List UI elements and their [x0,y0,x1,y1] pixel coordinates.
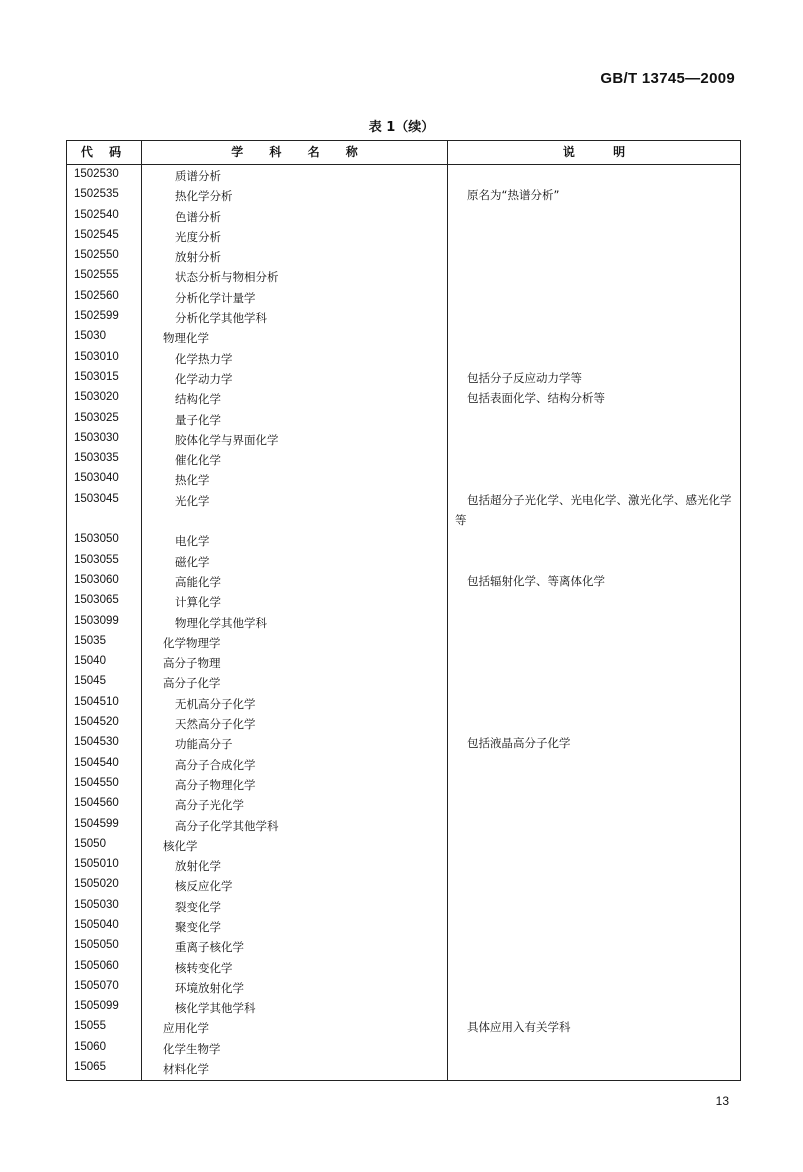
row-code: 1503060 [74,573,119,586]
row-name: 光度分析 [175,229,221,244]
row-name: 裂变化学 [175,899,221,914]
row-name: 高分子合成化学 [175,757,256,772]
row-name: 高分子光化学 [175,798,244,813]
row-code: 1503020 [74,391,119,404]
table-row [67,530,740,550]
row-code: 1505010 [74,858,119,871]
table-title: 表 1（续） [368,120,435,135]
row-code: 1505060 [74,959,119,972]
table-row [67,997,740,1017]
standard-code: GB/T 13745—2009 [600,70,735,87]
row-code: 1503025 [74,411,119,424]
table-row [67,1038,740,1058]
row-code: 1505040 [74,918,119,931]
table-row [67,469,740,489]
row-code: 1502560 [74,289,119,302]
table-row [67,774,740,794]
row-code: 1503035 [74,452,119,465]
row-name: 聚变化学 [175,919,221,934]
row-name: 物理化学其他学科 [175,615,267,630]
discipline-table [66,140,741,1081]
row-name: 状态分析与物相分析 [175,270,279,285]
row-note: 包括表面化学、结构分析等 [467,391,605,406]
table-row [67,165,740,185]
table-row [67,409,740,429]
row-name: 色谱分析 [175,209,221,224]
row-name: 催化化学 [175,453,221,468]
row-code: 15050 [74,837,106,850]
row-name: 高分子物理化学 [175,777,256,792]
row-name: 量子化学 [175,412,221,427]
row-name: 无机高分子化学 [175,696,256,711]
header-note: 说 明 [562,145,626,159]
table-row [67,449,740,469]
table-row [67,246,740,266]
row-name: 高分子物理 [163,656,221,671]
row-name: 高分子化学 [163,676,221,691]
row-note: 包括辐射化学、等离体化学 [467,573,605,588]
row-note: 包括液晶高分子化学 [467,736,571,751]
row-code: 1504550 [74,776,119,789]
row-code: 15040 [74,655,106,668]
row-code: 1502599 [74,310,119,323]
row-code: 1505020 [74,878,119,891]
table-row [67,916,740,936]
table-row [67,226,740,246]
table-row [67,977,740,997]
row-note: 具体应用入有关学科 [467,1020,571,1035]
row-name: 计算化学 [175,595,221,610]
table-row [67,551,740,571]
row-code: 15060 [74,1040,106,1053]
table-row [67,896,740,916]
table-body [67,165,740,1078]
row-code: 1502530 [74,168,119,180]
table-row [67,632,740,652]
row-code: 1503015 [74,370,119,383]
page-number: 13 [715,1094,729,1108]
row-name: 放射化学 [175,859,221,874]
row-code: 1504520 [74,716,119,729]
row-code: 15045 [74,675,106,688]
row-name: 光化学 [175,493,210,508]
row-code: 1503099 [74,614,119,627]
table-row [67,794,740,814]
row-name: 重离子核化学 [175,940,244,955]
row-name: 结构化学 [175,392,221,407]
row-name: 化学生物学 [163,1041,221,1056]
table-row [67,429,740,449]
row-code: 1503030 [74,431,119,444]
table-row [67,348,740,368]
table-row [67,571,740,591]
row-code: 1502545 [74,228,119,241]
row-name: 分析化学其他学科 [175,311,267,326]
row-name: 功能高分子 [175,737,233,752]
row-code: 1504540 [74,756,119,769]
header-name: 学 科 名 称 [231,145,358,159]
row-code: 1504510 [74,695,119,708]
row-code: 1505030 [74,898,119,911]
row-note: 包括超分子光化学、光电化学、激光化学、感光化学等 [455,492,732,527]
table-row [67,693,740,713]
row-code: 1504560 [74,797,119,810]
row-code: 1502540 [74,208,119,221]
row-name: 环境放射化学 [175,980,244,995]
row-code: 1502550 [74,249,119,262]
row-name: 材料化学 [163,1062,209,1077]
row-name: 物理化学 [163,331,209,346]
table-row [67,1058,740,1078]
table-row [67,672,740,692]
table-row [67,185,740,205]
row-name: 高能化学 [175,574,221,589]
row-name: 应用化学 [163,1021,209,1036]
row-name: 磁化学 [175,554,210,569]
row-code: 1502535 [74,188,119,201]
table-row [67,875,740,895]
row-code: 1503040 [74,472,119,485]
row-name: 放射分析 [175,250,221,265]
row-code: 1505050 [74,939,119,952]
row-name: 核转变化学 [175,960,233,975]
row-note: 包括分子反应动力学等 [467,370,582,385]
row-code: 15035 [74,634,106,647]
row-name: 热化学分析 [175,189,233,204]
table-row [67,307,740,327]
table-row [67,327,740,347]
row-code: 1503050 [74,533,119,546]
row-code: 1503065 [74,594,119,607]
row-name: 核反应化学 [175,879,233,894]
table-row [67,936,740,956]
table-row [67,754,740,774]
table-row [67,612,740,632]
table-row [67,490,740,531]
row-code: 1504599 [74,817,119,830]
row-name: 化学物理学 [163,635,221,650]
table-row [67,815,740,835]
row-name: 胶体化学与界面化学 [175,432,279,447]
table-row [67,652,740,672]
table-row [67,733,740,753]
row-code: 1503055 [74,553,119,566]
table-row [67,957,740,977]
table-row [67,835,740,855]
table-row [67,368,740,388]
row-code: 1503045 [74,492,119,505]
row-name: 质谱分析 [175,169,221,183]
table-row [67,388,740,408]
row-code: 15055 [74,1020,106,1033]
table-row [67,591,740,611]
row-code: 1503010 [74,350,119,363]
row-code: 1505099 [74,1000,119,1013]
table-row [67,713,740,733]
row-name: 天然高分子化学 [175,717,256,732]
row-name: 分析化学计量学 [175,290,256,305]
row-note: 原名为“热谱分析” [467,188,560,203]
row-name: 核化学 [163,838,198,853]
row-code: 1505070 [74,979,119,992]
row-name: 化学热力学 [175,351,233,366]
row-name: 化学动力学 [175,371,233,386]
row-name: 高分子化学其他学科 [175,818,279,833]
header-code: 代 码 [80,145,128,159]
row-code: 1504530 [74,736,119,749]
table-row [67,1017,740,1037]
table-row [67,206,740,226]
table-row [67,266,740,286]
row-name: 电化学 [175,534,210,549]
row-code: 15065 [74,1061,106,1074]
row-code: 1502555 [74,269,119,282]
row-code: 15030 [74,330,106,343]
row-name: 核化学其他学科 [175,1001,256,1016]
row-name: 热化学 [175,473,210,488]
table-row [67,287,740,307]
table-row [67,855,740,875]
